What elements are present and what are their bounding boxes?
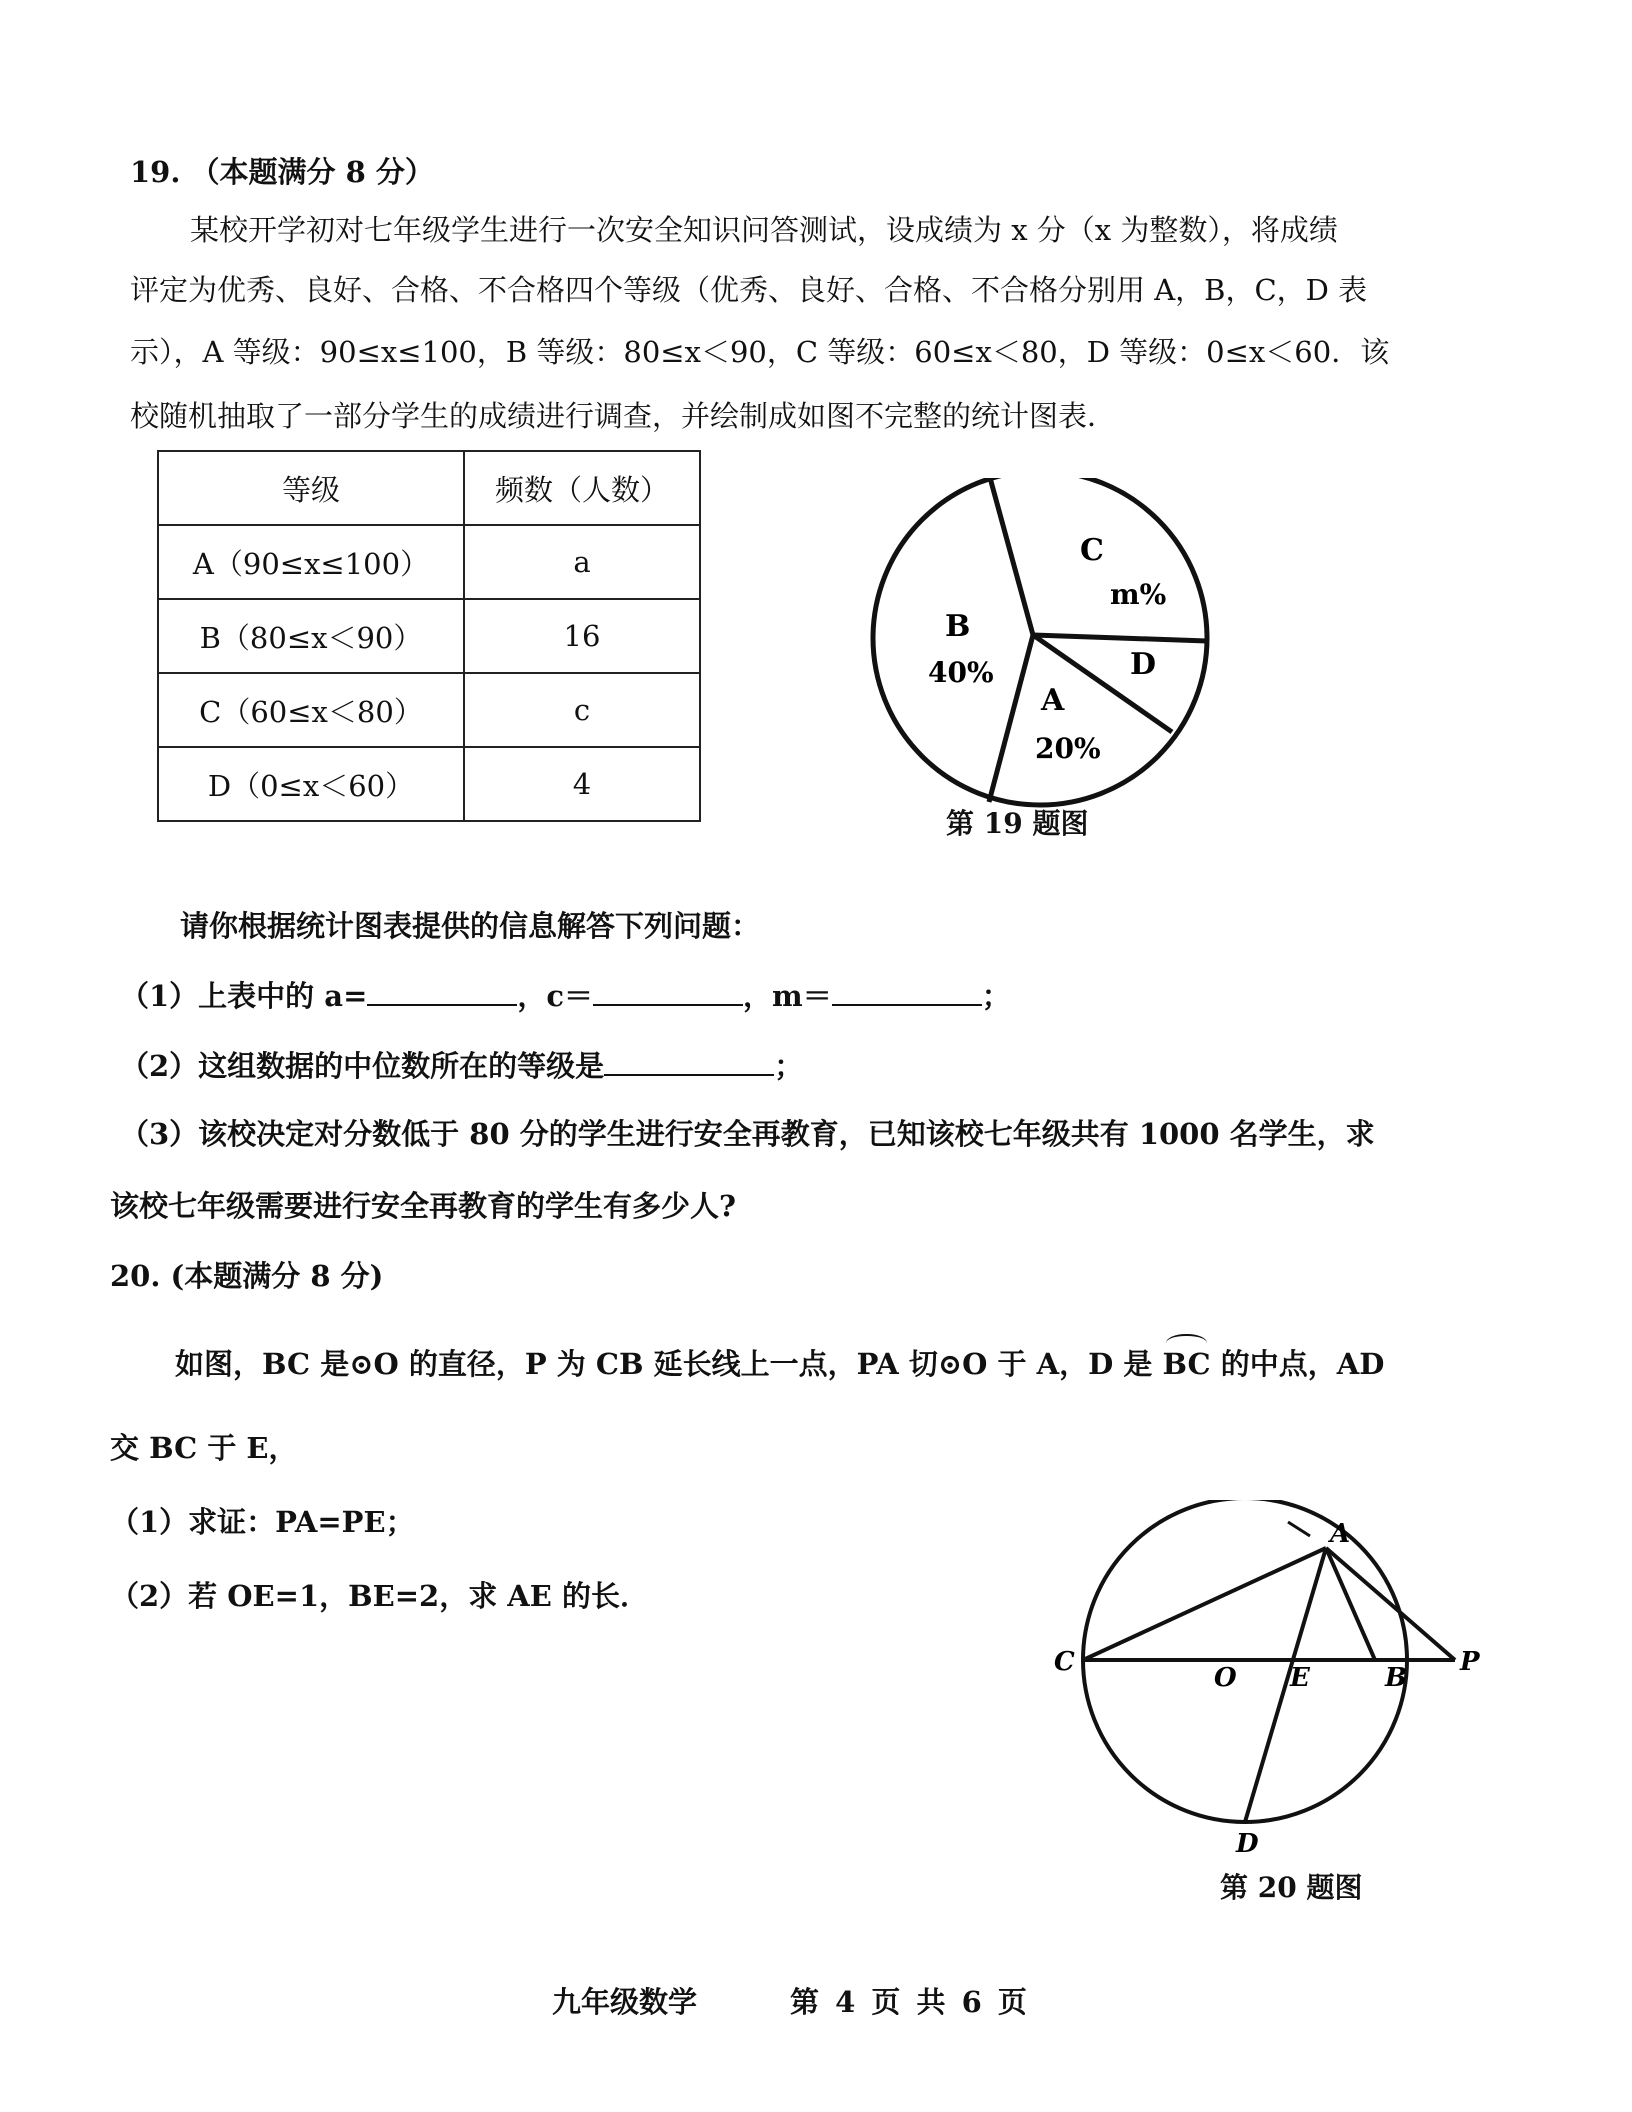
answer-blank-c[interactable] [593, 978, 743, 1006]
table-cell: 4 [464, 747, 700, 821]
sub1-text-end: ； [981, 979, 1011, 1013]
q19-figure-caption: 第 19 题图 [946, 807, 1089, 840]
table-cell: D（0≤x＜60） [158, 747, 464, 821]
table-cell: a [464, 525, 700, 599]
footer-subject: 九年级数学 [552, 1985, 698, 2019]
sub2-text-end: ； [774, 1049, 804, 1083]
table-row [158, 747, 700, 821]
pie-label-a: A [1041, 683, 1065, 718]
table-cell: B（80≤x＜90） [158, 599, 464, 673]
q20-paragraph-line-2: 交 BC 于 E， [110, 1431, 298, 1465]
table-header-cell: 等级 [158, 451, 464, 525]
q19-subquestion-3-line-2: 该校七年级需要进行安全再教育的学生有多少人? [110, 1189, 736, 1223]
sub1-text-m: ，m＝ [743, 979, 832, 1013]
table-row [158, 525, 700, 599]
label-c: C [1054, 1647, 1075, 1677]
label-a: A [1330, 1519, 1351, 1549]
answer-blank-a[interactable] [367, 978, 517, 1006]
arc-bc-notation: BC [1162, 1344, 1210, 1384]
line-ca [1083, 1548, 1326, 1660]
q19-prompt: 请你根据统计图表提供的信息解答下列问题： [180, 909, 761, 943]
pie-value-a: 20% [1035, 732, 1101, 765]
sub1-text-c: ，c＝ [517, 979, 594, 1013]
table-cell: C（60≤x＜80） [158, 673, 464, 747]
pie-divider-bc [989, 478, 1033, 635]
answer-blank-m[interactable] [832, 978, 982, 1006]
line-ad [1245, 1548, 1326, 1822]
table-header-cell: 频数（人数） [464, 451, 700, 525]
geometry-figure [1040, 1500, 1500, 1860]
pie-divider-cd [1033, 635, 1207, 641]
table-row [158, 673, 700, 747]
q19-paragraph-line-1: 某校开学初对七年级学生进行一次安全知识问答测试，设成绩为 x 分（x 为整数），将成绩 [190, 213, 1338, 247]
pie-label-b: B [945, 609, 971, 644]
arrow-mark [1288, 1522, 1310, 1536]
q20-subquestion-2: （2）若 OE=1，BE=2，求 AE 的长． [110, 1579, 650, 1613]
pie-label-c: C [1080, 533, 1104, 568]
q19-paragraph-line-2: 评定为优秀、良好、合格、不合格四个等级（优秀、良好、合格、不合格分别用 A，B，C，D 表 [130, 273, 1368, 307]
pie-value-b: 40% [928, 656, 994, 689]
pie-value-c: m% [1110, 578, 1167, 611]
q20-text-a: 如图，BC 是⊙O 的直径，P 为 CB 延长线上一点，PA 切⊙O 于 A，D 是 [175, 1347, 1153, 1381]
table-cell: 16 [464, 599, 700, 673]
table-cell: c [464, 673, 700, 747]
pie-label-d: D [1130, 647, 1157, 682]
sub1-text-a: （1）上表中的 a= [120, 979, 368, 1013]
q20-text-b: 的中点，AD [1220, 1347, 1385, 1381]
q19-paragraph-line-4: 校随机抽取了一部分学生的成绩进行调查，并绘制成如图不完整的统计图表． [130, 399, 1117, 433]
line-ab [1326, 1548, 1375, 1660]
label-e: E [1290, 1663, 1310, 1693]
q19-header: 19. （本题满分 8 分） [130, 155, 434, 189]
q19-subquestion-1 [120, 976, 1011, 1016]
sub2-text: （2）这组数据的中位数所在的等级是 [120, 1049, 605, 1083]
line-ap [1326, 1548, 1455, 1660]
q19-paragraph-line-3: 示），A 等级：90≤x≤100，B 等级：80≤x＜90，C 等级：60≤x＜80，D 等级：0≤x＜60．该 [130, 335, 1390, 369]
q19-subquestion-2 [120, 1046, 803, 1086]
label-b: B [1385, 1663, 1407, 1693]
footer-page-number: 第 4 页 共 6 页 [790, 1985, 1027, 2019]
answer-blank-median[interactable] [604, 1048, 774, 1076]
q20-subquestion-1: （1）求证：PA=PE； [110, 1505, 415, 1539]
q19-subquestion-3-line-1: （3）该校决定对分数低于 80 分的学生进行安全再教育，已知该校七年级共有 1000 名学生，求 [120, 1117, 1375, 1151]
q20-paragraph-line-1 [175, 1344, 1384, 1384]
q20-header: 20. (本题满分 8 分) [110, 1259, 384, 1293]
label-o: O [1214, 1663, 1237, 1693]
label-d: D [1236, 1829, 1259, 1859]
label-p: P [1460, 1647, 1480, 1677]
table-header-row [158, 451, 700, 525]
table-row [158, 599, 700, 673]
pie-chart [860, 478, 1220, 808]
table-cell: A（90≤x≤100） [158, 525, 464, 599]
pie-divider-ab [989, 635, 1033, 802]
q20-figure-caption: 第 20 题图 [1220, 1871, 1363, 1904]
grade-frequency-table [157, 450, 701, 822]
